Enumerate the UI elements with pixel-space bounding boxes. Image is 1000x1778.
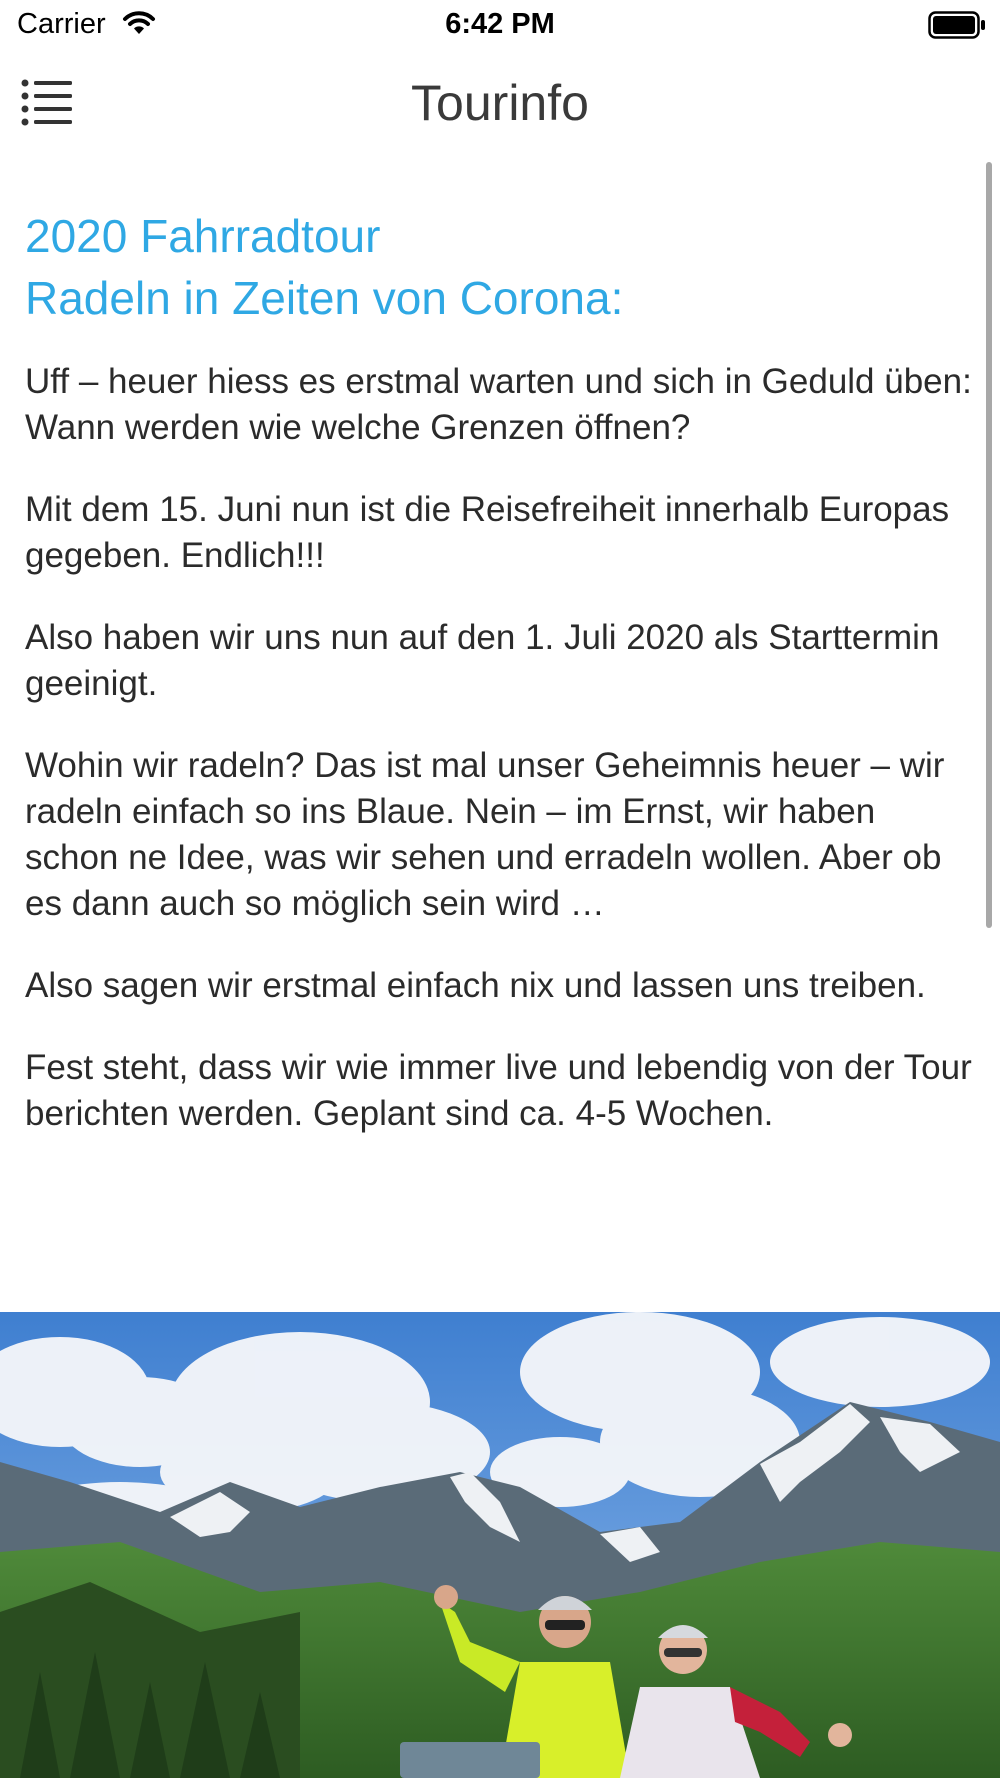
status-bar: [0, 0, 1000, 52]
paragraph: Fest steht, dass wir wie immer live und lebendig von der Tour berichten werden. Geplant sind ca. 4-5 Wochen.: [25, 1048, 972, 1133]
scrollbar[interactable]: [986, 162, 992, 928]
paragraph: Mit dem 15. Juni nun ist die Reisefreiheit innerhalb Europas gegeben. Endlich!!!: [25, 490, 950, 575]
paragraph: Also haben wir uns nun auf den 1. Juli 2020 als Starttermin geeinigt.: [25, 618, 940, 703]
navigation-bar: [0, 52, 1000, 152]
status-time: 6:42 PM: [445, 8, 555, 40]
paragraph: Uff – heuer hiess es erstmal warten und sich in Geduld üben: Wann werden wie welche Grenzen öffnen?: [25, 362, 972, 447]
page-title: Tourinfo: [411, 75, 589, 131]
paragraph: Also sagen wir erstmal einfach nix und lassen uns treiben.: [25, 966, 926, 1005]
tour-photo: [0, 1312, 1000, 1778]
tour-info-content: [25, 205, 975, 1173]
carrier-label: Carrier: [17, 8, 106, 40]
heading-line-1: 2020 Fahrradtour: [25, 210, 381, 262]
paragraph: Wohin wir radeln? Das ist mal unser Geheimnis heuer – wir radeln einfach so ins Blaue. Nein – im Ernst, wir haben schon ne Idee, was wir sehen und erradeln wollen. Aber ob es dann auch so möglich sein wird …: [25, 746, 945, 923]
heading-line-2: Radeln in Zeiten von Corona:: [25, 272, 624, 324]
tour-heading: [25, 205, 975, 329]
battery-icon: [928, 11, 986, 44]
